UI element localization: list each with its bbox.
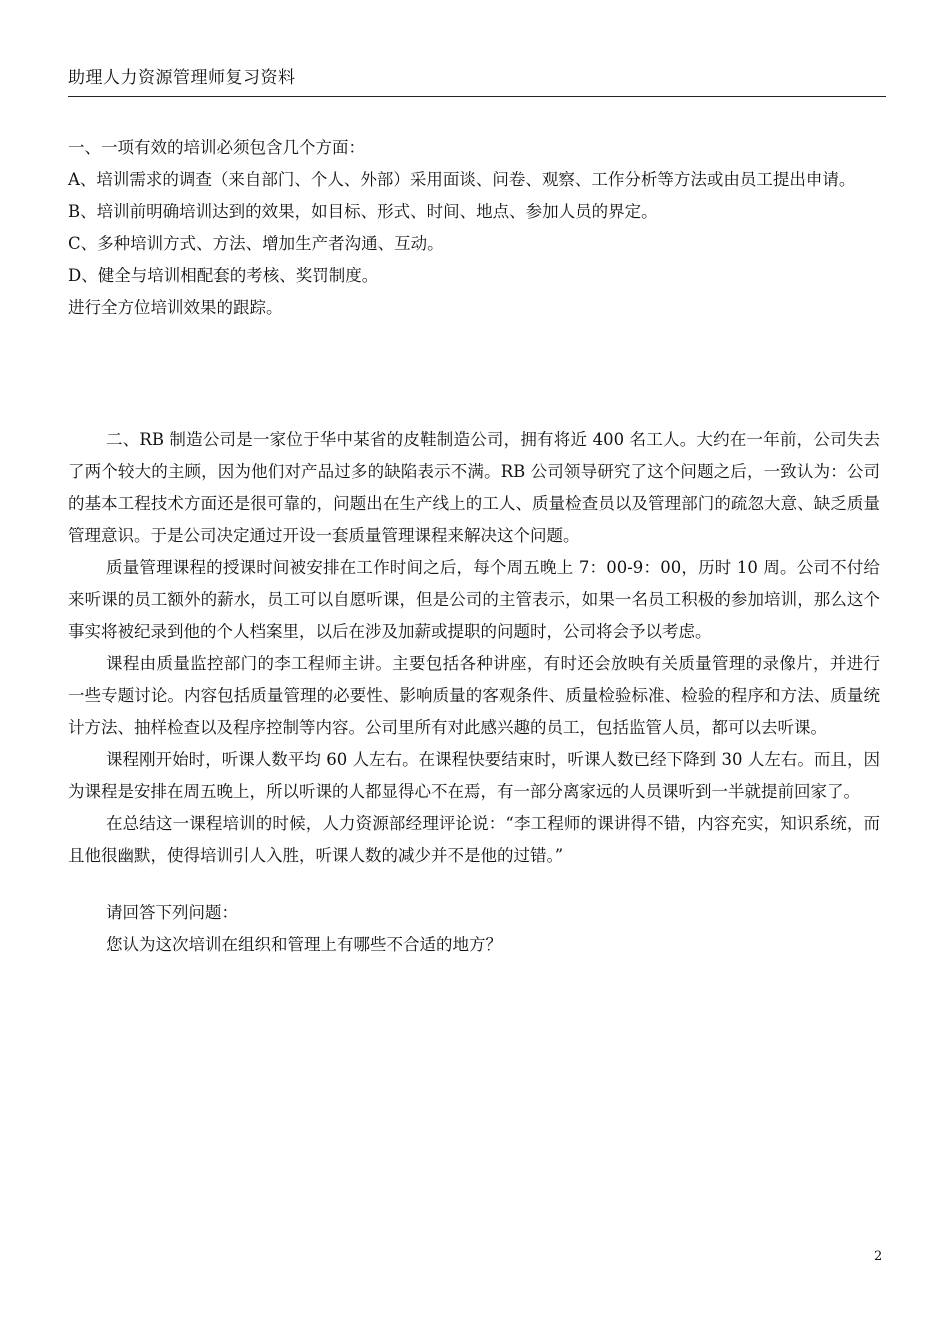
page-header [68,66,886,97]
section-heading: 一、一项有效的培训必须包含几个方面： [68,138,365,157]
section-questions [68,897,880,961]
case-paragraph: 二、RB 制造公司是一家位于华中某省的皮鞋制造公司，拥有将近 400 名工人。大约在一年前，公司失去了两个较大的主顾，因为他们对产品过多的缺陷表示不满。RB 公司领导研究了这个问题之后，一致认为：公司的基本工程技术方面还是很可靠的，问题出在生产线上的工人、质量检查员以及管理部门的疏忽大意、缺乏质量管理意识。于是公司决定通过开设一套质量管理课程来解决这个问题。 [68,430,880,545]
case-paragraph: 课程由质量监控部门的李工程师主讲。主要包括各种讲座，有时还会放映有关质量管理的录像片，并进行一些专题讨论。内容包括质量管理的必要性、影响质量的客观条件、质量检验标准、检验的程序和方法、质量统计方法、抽样检查以及程序控制等内容。公司里所有对此感兴趣的员工，包括监管人员，都可以去听课。 [68,654,880,737]
question-text: 您认为这次培训在组织和管理上有哪些不合适的地方？ [106,935,502,954]
list-item-c: C、多种培训方式、方法、增加生产者沟通、互动。 [68,234,444,253]
case-paragraph: 在总结这一课程培训的时候，人力资源部经理评论说：“李工程师的课讲得不错，内容充实，知识系统，而且他很幽默，使得培训引人入胜，听课人数的减少并不是他的过错。” [68,814,880,865]
page-number: 2 [874,1249,883,1264]
document-title: 助理人力资源管理师复习资料 [68,68,296,88]
case-paragraph: 质量管理课程的授课时间被安排在工作时间之后，每个周五晚上 7：00-9：00，历时 10 周。公司不付给来听课的员工额外的薪水，员工可以自愿听课，但是公司的主管表示，如果一名员工积极的参加培训，那么这个事实将被纪录到他的个人档案里，以后在涉及加薪或提职的问题时，公司将会予以考虑。 [68,558,880,641]
section-case-study [68,424,880,872]
question-prompt: 请回答下列问题： [106,903,238,922]
list-item-b: B、培训前明确培训达到的效果，如目标、形式、时间、地点、参加人员的界定。 [68,202,658,221]
list-item-a: A、培训需求的调查（来自部门、个人、外部）采用面谈、问卷、观察、工作分析等方法或由员工提出申请。 [68,170,856,189]
document-body [68,132,880,961]
section-closing: 进行全方位培训效果的跟踪。 [68,298,283,317]
section-training-requirements [68,132,880,324]
case-paragraph: 课程刚开始时，听课人数平均 60 人左右。在课程快要结束时，听课人数已经下降到 30 人左右。而且，因为课程是安排在周五晚上，所以听课的人都显得心不在焉，有一部分离家远的人员课听到一半就提前回家了。 [68,750,880,801]
list-item-d: D、健全与培训相配套的考核、奖罚制度。 [68,266,379,285]
